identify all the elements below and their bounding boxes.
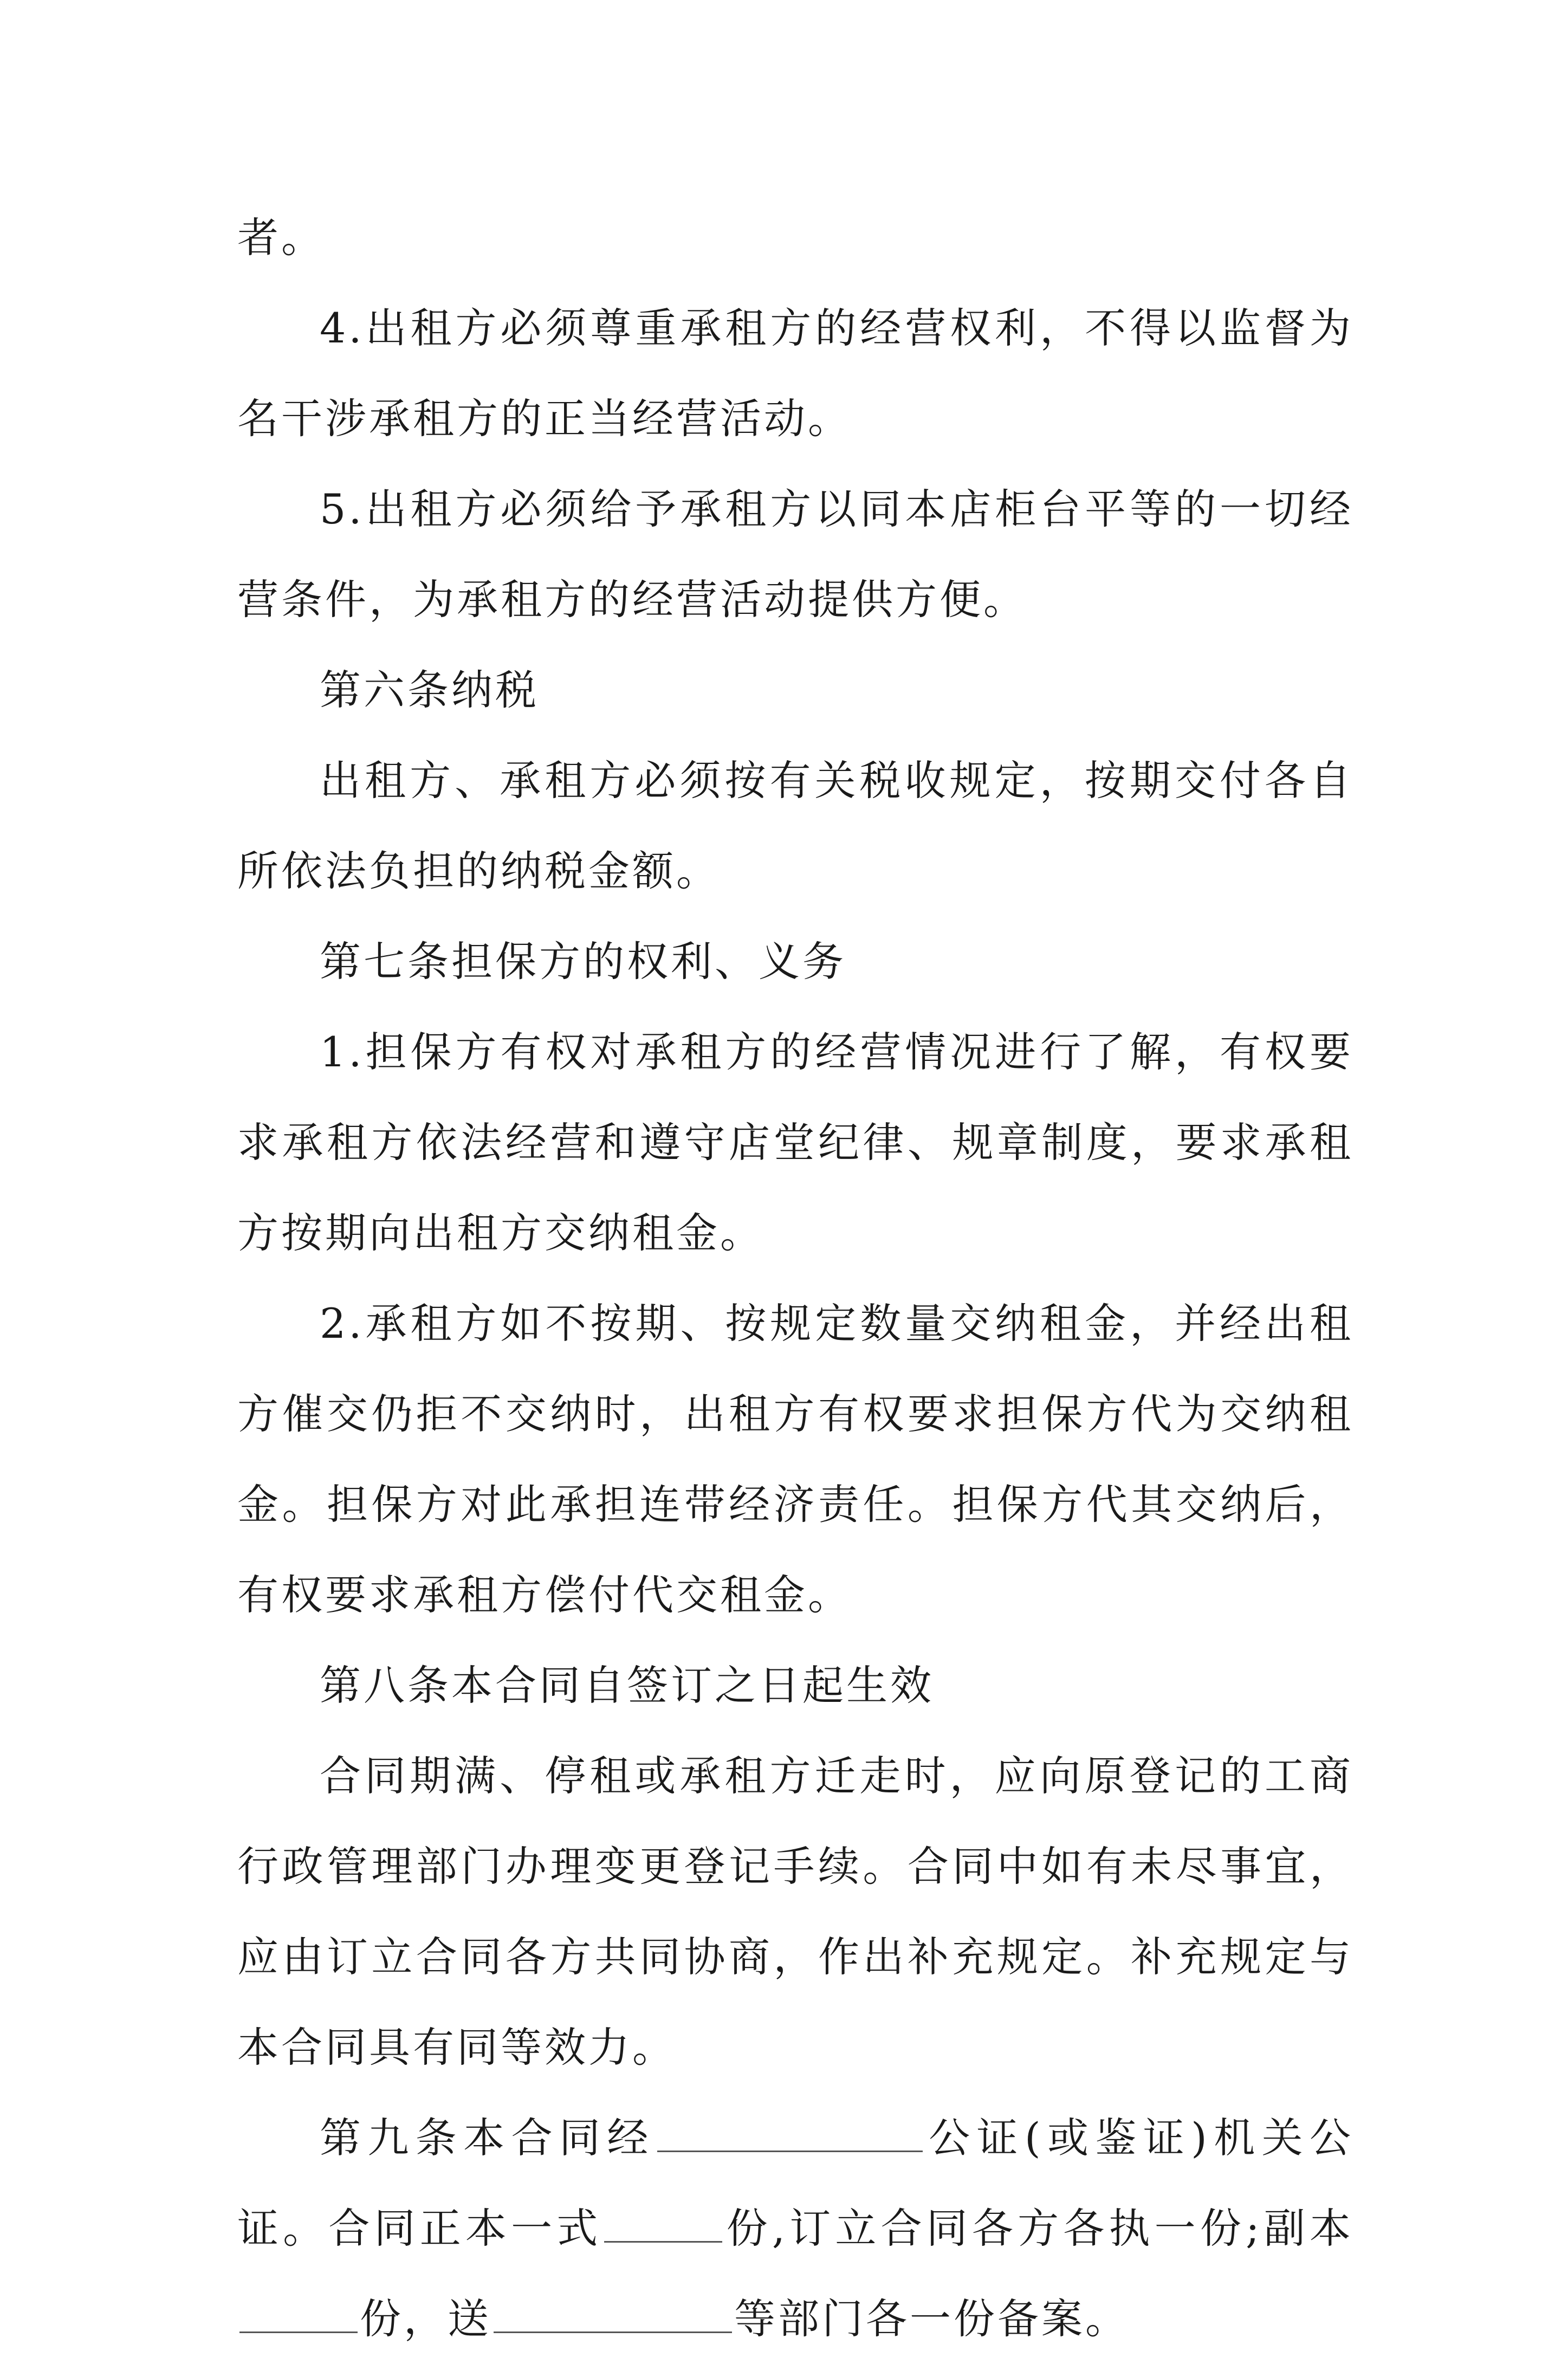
- paragraph-continuation: 者。: [237, 213, 325, 262]
- article-9-text-4: 份，送: [360, 2295, 491, 2343]
- article-9-paragraph: [237, 2093, 1353, 2364]
- article-9-text-5: 等部门各一份备案。: [734, 2295, 1129, 2343]
- article-9-text-1: 第九条本合同经: [320, 2114, 655, 2162]
- article-7-clause-2: 2.承租方如不按期、按规定数量交纳租金，并经出租方催交仍拒不交纳时，出租方有权要求担保方代为交纳租金。担保方对此承担连带经济责任。担保方代其交纳后，有权要求承租方偿付代交租金。: [237, 1299, 1353, 1619]
- article-6-body: 出租方、承租方必须按有关税收规定，按期交付各自所依法负担的纳税金额。: [237, 756, 1353, 895]
- article-8-body: 合同期满、停租或承租方迁走时，应向原登记的工商行政管理部门办理变更登记手续。合同中如有未尽事宜，应由订立合同各方共同协商，作出补充规定。补充规定与本合同具有同等效力。: [237, 1752, 1353, 2071]
- article-9-text-2: 公证(或鉴证)机关公证。合同正本一式: [237, 2114, 1353, 2252]
- duplicate-copies-blank[interactable]: [239, 2297, 358, 2333]
- article-8-heading: 第八条本合同自签订之日起生效: [320, 1661, 934, 1709]
- article-7-clause-1: 1.担保方有权对承租方的经营情况进行了解，有权要求承租方依法经营和遵守店堂纪律、规章制度，要求承租方按期向出租方交纳租金。: [237, 1028, 1353, 1257]
- original-copies-blank[interactable]: [604, 2206, 722, 2243]
- departments-blank[interactable]: [494, 2297, 732, 2333]
- notary-agency-blank[interactable]: [657, 2116, 923, 2152]
- clause-4-paragraph: 4.出租方必须尊重承租方的经营权利，不得以监督为名干涉承租方的正当经营活动。: [237, 304, 1353, 443]
- article-7-heading: 第七条担保方的权利、义务: [320, 937, 846, 986]
- article-6-heading: 第六条纳税: [320, 666, 539, 714]
- clause-5-paragraph: 5.出租方必须给予承租方以同本店柜台平等的一切经营条件，为承租方的经营活动提供方便。: [237, 485, 1353, 624]
- article-9-text-3: 份,订立合同各方各执一份;副本: [724, 2204, 1354, 2252]
- contract-body: [237, 192, 1353, 2364]
